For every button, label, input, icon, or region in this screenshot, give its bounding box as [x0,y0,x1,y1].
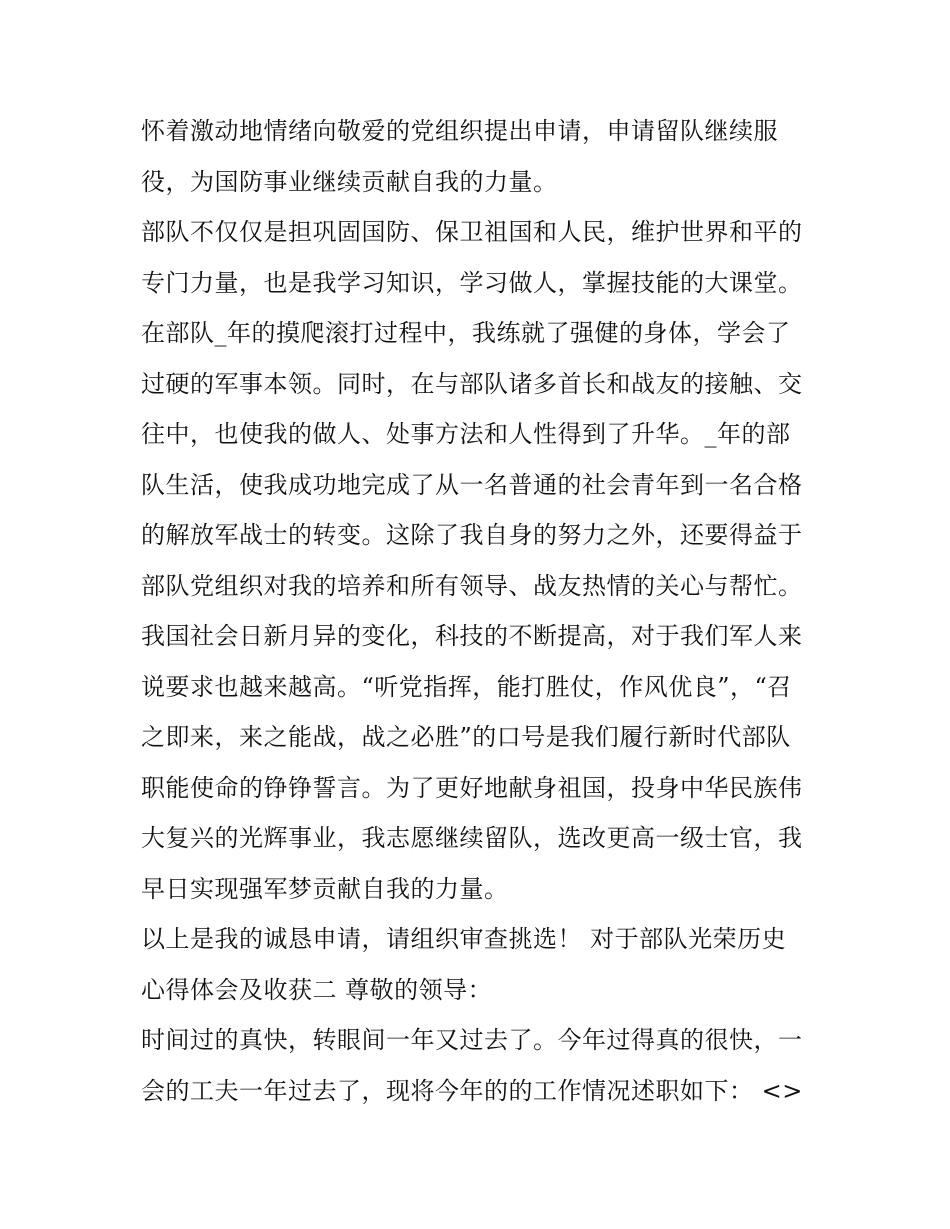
text-line: 心得体会及收获二 尊敬的领导： [141,976,493,1004]
text-line: 大复兴的光辉事业，我志愿继续留队，选改更高一级士官，我 [141,824,803,852]
text-line: 职能使命的铮铮誓言。为了更好地献身祖国，投身中华民族伟 [141,774,803,802]
text-line: 部队不仅仅是担巩固国防、保卫祖国和人民，维护世界和平的 [141,218,803,246]
text-line: 过硬的军事本领。同时，在与部队诸多首长和战友的接触、交 [141,370,803,398]
text-line: 怀着激动地情绪向敬爱的党组织提出申请，申请留队继续服 [141,117,778,145]
text-line: 的解放军战士的转变。这除了我自身的努力之外，还要得益于 [141,521,803,549]
text-line: 会的工夫一年过去了，现将今年的的工作情况述职如下： <> [141,1077,803,1105]
text-line: 往中，也使我的做人、处事方法和人性得到了升华。_年的部 [141,420,791,448]
text-line: 部队党组织对我的培养和所有领导、战友热情的关心与帮忙。 [141,572,803,600]
text-line: 说要求也越来越高。“听党指挥，能打胜仗，作风优良”，“召 [141,673,792,701]
text-line: 时间过的真快，转眼间一年又过去了。今年过得真的很快，一 [141,1026,803,1054]
text-line: 早日实现强军梦贡献自我的力量。 [141,875,509,903]
text-line: 役，为国防事业继续贡献自我的力量。 [141,168,558,196]
text-line: 专门力量，也是我学习知识，学习做人，掌握技能的大课堂。 [141,269,803,297]
text-line: 我国社会日新月异的变化，科技的不断提高，对于我们军人来 [141,622,803,650]
text-line: 之即来，来之能战，战之必胜”的口号是我们履行新时代部队 [141,723,791,751]
text-line: 队生活，使我成功地完成了从一名普通的社会青年到一名合格 [141,471,803,499]
text-line: 以上是我的诚恳申请，请组织审查挑选！ 对于部队光荣历史 [141,925,787,953]
text-line: 在部队_年的摸爬滚打过程中，我练就了强健的身体，学会了 [141,319,791,347]
